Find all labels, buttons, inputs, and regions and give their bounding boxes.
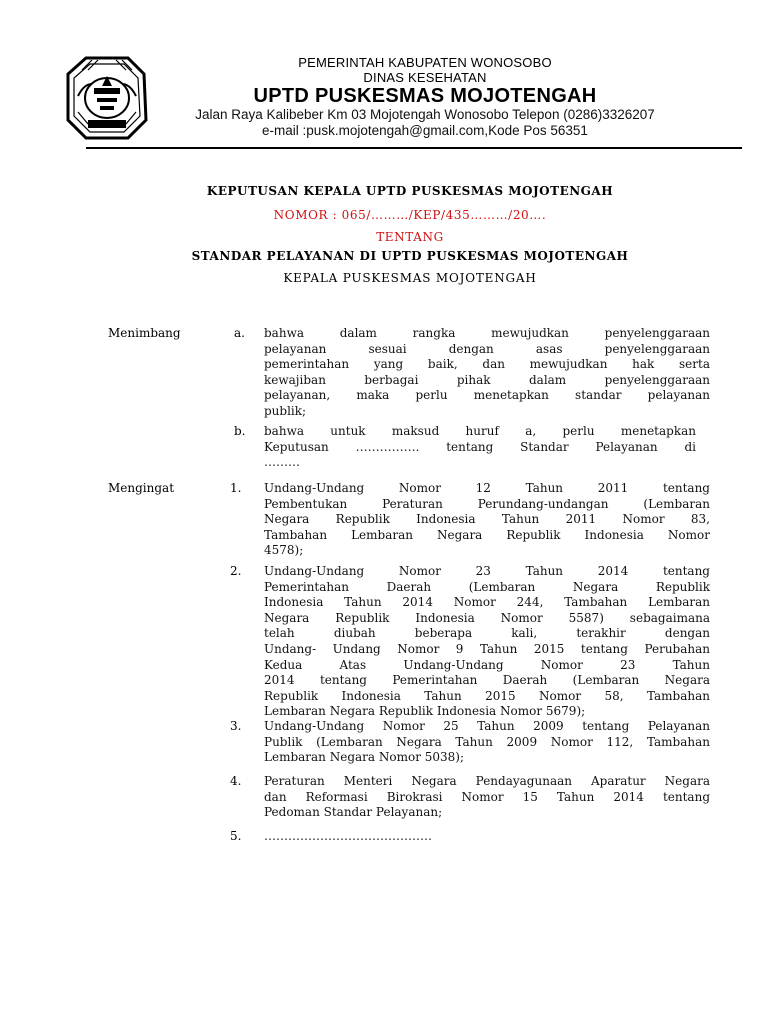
menimbang-b-text	[264, 424, 696, 471]
text-line: Keputusan ……………. tentang Standar Pelayanan di	[264, 439, 696, 454]
text-line: ………	[264, 455, 300, 470]
letterhead-institution: UPTD PUSKESMAS MOJOTENGAH	[253, 85, 597, 107]
mengingat-3-marker: 3.	[230, 719, 242, 733]
mengingat-2-text	[264, 564, 710, 720]
text-line: Lembaran Negara Nomor 5038);	[264, 750, 465, 765]
text-line: Pembentukan Peraturan Perundang-undangan (Lembaran	[264, 496, 710, 511]
text-line: kewajiban berbagai pihak dalam penyelenggaraan	[264, 372, 710, 387]
menimbang-b-marker: b.	[234, 424, 246, 438]
text-line: Undang-Undang Nomor 25 Tahun 2009 tentang Pelayanan	[264, 719, 710, 733]
mengingat-5-marker: 5.	[230, 829, 242, 843]
text-line: bahwa dalam rangka mewujudkan penyelenggaraan	[264, 326, 710, 340]
letterhead-department: DINAS KESEHATAN	[363, 70, 487, 85]
letterhead-address: Jalan Raya Kalibeber Km 03 Mojotengah Wonosobo Telepon (0286)3326207	[195, 107, 655, 122]
text-line: Lembaran Negara Republik Indonesia Nomor 5679);	[264, 704, 586, 719]
decree-official: KEPALA PUSKESMAS MOJOTENGAH	[283, 271, 537, 285]
mengingat-2-marker: 2.	[230, 564, 242, 578]
text-line: 2014 tentang Pemerintahan Daerah (Lembaran Negara	[264, 673, 710, 688]
letterhead-email: e-mail :pusk.mojotengah@gmail.com,Kode Pos 56351	[262, 123, 588, 138]
mengingat-3-text	[264, 719, 710, 766]
text-line: Republik Indonesia Tahun 2015 Nomor 58, Tambahan	[264, 688, 710, 703]
text-line: pelayanan sesuai dengan asas penyelenggaraan	[264, 341, 710, 356]
text-line: Kedua Atas Undang-Undang Nomor 23 Tahun	[264, 657, 710, 672]
menimbang-a-marker: a.	[234, 326, 245, 340]
mengingat-4-marker: 4.	[230, 774, 242, 788]
text-line: ……………………………………	[264, 829, 432, 843]
text-line: Undang- Undang Nomor 9 Tahun 2015 tentang Perubahan	[264, 641, 710, 656]
text-line: Tambahan Lembaran Negara Republik Indonesia Nomor	[264, 527, 710, 542]
letterhead	[0, 0, 768, 160]
text-line: Pemerintahan Daerah (Lembaran Negara Republik	[264, 579, 710, 594]
text-line: Publik (Lembaran Negara Tahun 2009 Nomor 112, Tambahan	[264, 734, 710, 749]
decree-heading: KEPUTUSAN KEPALA UPTD PUSKESMAS MOJOTENGAH	[206, 184, 614, 198]
mengingat-1-marker: 1.	[230, 481, 242, 495]
text-line: pelayanan, maka perlu menetapkan standar pelayanan	[264, 388, 710, 403]
text-line: Indonesia Tahun 2014 Nomor 244, Tambahan Lembaran	[264, 595, 710, 610]
menimbang-label: Menimbang	[108, 326, 181, 340]
mengingat-1-text	[264, 481, 710, 559]
letterhead-government: PEMERINTAH KABUPATEN WONOSOBO	[298, 55, 552, 70]
mengingat-label: Mengingat	[108, 481, 175, 495]
text-line: Undang-Undang Nomor 12 Tahun 2011 tentang	[264, 481, 710, 495]
text-line: bahwa untuk maksud huruf a, perlu menetapkan	[264, 424, 696, 438]
text-line: pemerintahan yang baik, dan mewujudkan hak serta	[264, 357, 710, 372]
text-line: telah diubah beberapa kali, terakhir dengan	[264, 626, 710, 641]
text-line: 4578);	[264, 543, 304, 558]
mengingat-5-text	[264, 829, 710, 845]
regency-crest-icon	[64, 54, 150, 142]
text-line: Undang-Undang Nomor 23 Tahun 2014 tentang	[264, 564, 710, 578]
decree-tentang: TENTANG	[376, 230, 444, 244]
decree-subject: STANDAR PELAYANAN DI UPTD PUSKESMAS MOJOTENGAH	[191, 249, 629, 263]
mengingat-4-text	[264, 774, 710, 821]
text-line: dan Reformasi Birokrasi Nomor 15 Tahun 2014 tentang	[264, 789, 710, 804]
text-line: Pedoman Standar Pelayanan;	[264, 805, 443, 820]
menimbang-a-text	[264, 326, 710, 420]
decree-number: NOMOR : 065/………/KEP/435………/20….	[273, 208, 547, 222]
text-line: publik;	[264, 403, 307, 418]
letterhead-divider	[86, 147, 742, 149]
text-line: Negara Republik Indonesia Nomor 5587) sebagaimana	[264, 610, 710, 625]
text-line: Peraturan Menteri Negara Pendayagunaan Aparatur Negara	[264, 774, 710, 788]
text-line: Negara Republik Indonesia Tahun 2011 Nomor 83,	[264, 512, 710, 527]
